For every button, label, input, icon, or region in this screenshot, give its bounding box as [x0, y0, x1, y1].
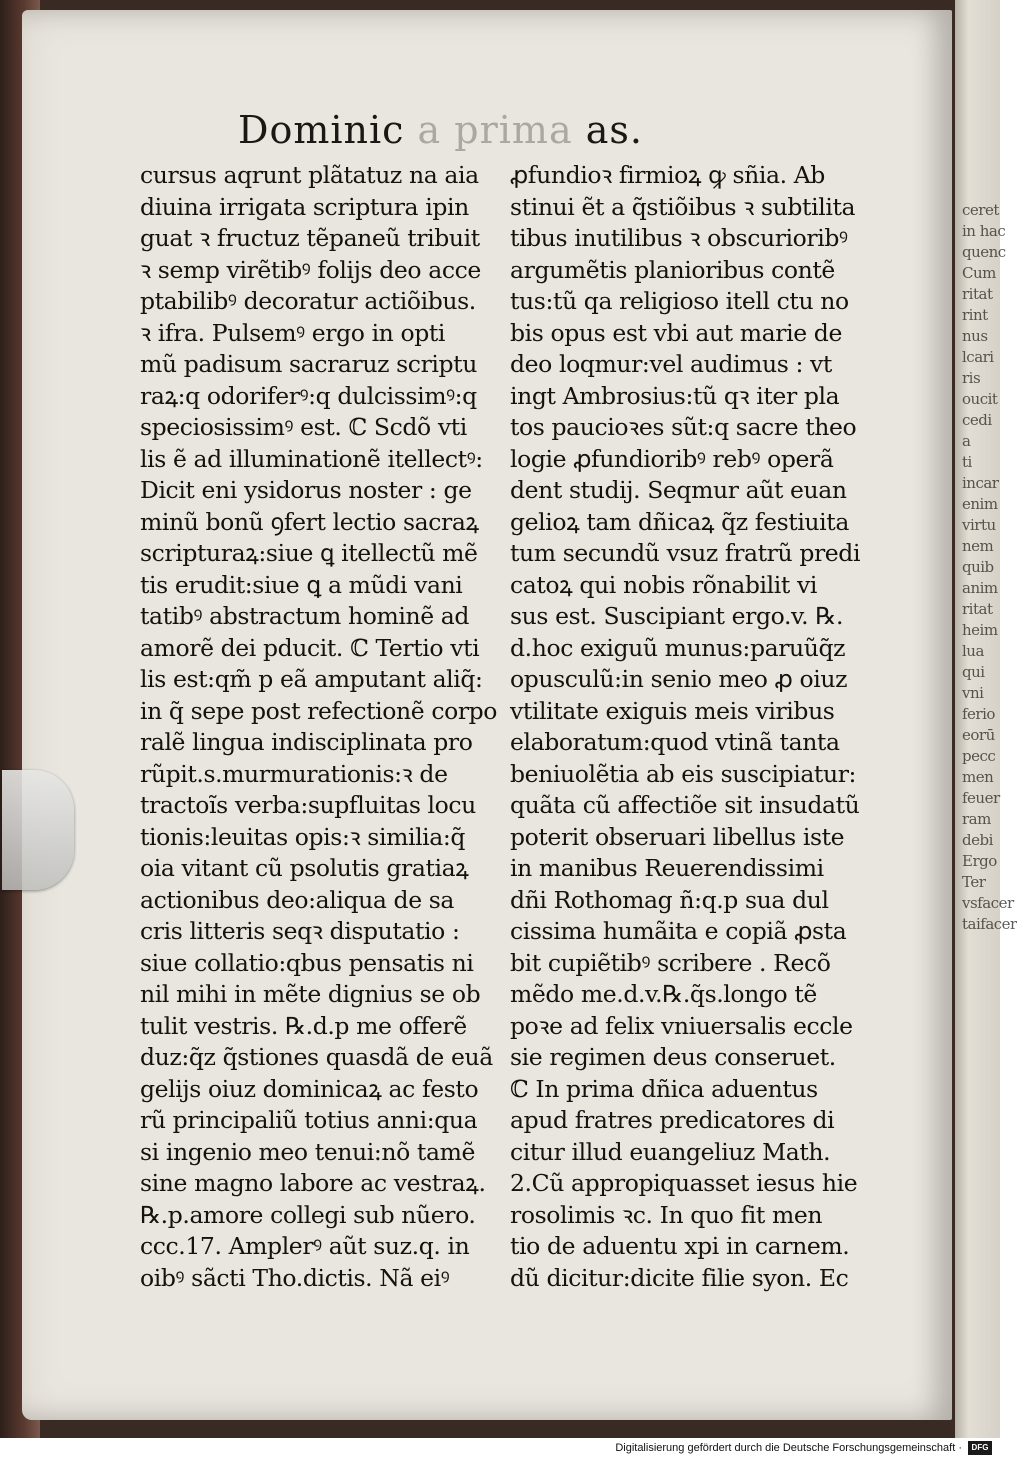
text-line: gelijs oiuz dominicaꝝ ac festo [140, 1074, 479, 1103]
text-line: tulit vestris. ℞.d.p me offerẽ [140, 1011, 467, 1040]
text-line: Dicit eni ysidorus noster : ge [140, 476, 472, 504]
text-line: rosolimis ꝛc. In quo fit men [510, 1200, 823, 1229]
text-line: ℂ In prima dñica aduentus [510, 1074, 818, 1103]
text-line: duz:q̃z q̃stiones quasdã de euã [140, 1043, 493, 1071]
facing-page-line: feuer [962, 789, 1000, 807]
facing-page-line: eorū [962, 726, 995, 744]
facing-page-line: debi [962, 831, 993, 849]
text-line: d.hoc exiguũ munus:paruũq̃z [510, 633, 846, 662]
facing-page-line: quenc [962, 243, 1006, 261]
facing-page-line: ti [962, 453, 972, 471]
facing-page-line: incar [962, 474, 999, 492]
dfg-logo: DFG [968, 1441, 992, 1455]
facing-page-line: in hac [962, 222, 1006, 240]
facing-page-line: vni [962, 684, 984, 702]
facing-page-line: Ter [962, 873, 986, 891]
text-line: guat ꝛ fructuz tẽpaneũ tribuit [140, 224, 480, 252]
text-line: tus:tũ qa religioso itell ctu no [510, 287, 849, 315]
text-line: diuina irrigata scriptura ipin [140, 192, 469, 221]
text-line: sine magno labore ac vestraꝝ. [140, 1169, 486, 1197]
facing-page-line: heim [962, 621, 998, 639]
text-line: sus est. Suscipiant ergo.v. ℞. [510, 602, 844, 630]
text-line: nil mihi in mẽte dignius se ob [140, 980, 481, 1008]
page-holder-clip [2, 770, 74, 890]
text-line: ingt Ambrosius:tũ qꝛ iter pla [510, 381, 840, 410]
facing-page-line: ram [962, 810, 991, 828]
text-line: ꝓfundioꝛ firmioꝝ ꝙ sñia. Ab [510, 161, 825, 189]
text-line: scripturaꝝ:siue ꝗ itellectũ mẽ [140, 539, 478, 567]
text-column-left [140, 160, 502, 1294]
text-line: amorẽ dei pducit. ℂ Tertio vti [140, 633, 480, 662]
facing-page-line: lua [962, 642, 984, 660]
text-line: in q̃ sepe post refectionẽ corpo [140, 696, 498, 725]
text-line: tis erudit:siue ꝗ a mũdi vani [140, 570, 463, 599]
text-line: apud fratres predicatores di [510, 1106, 835, 1134]
facing-page-line: ritat [962, 285, 993, 303]
text-line: dũ dicitur:dicite filie syon. Ec [510, 1263, 849, 1292]
text-line: ꝛ ifra. Pulsemꝰ ergo in opti [140, 318, 446, 347]
text-line: tos paucioꝛes sũt:q sacre theo [510, 413, 857, 441]
facing-page-line: vsfacer [962, 894, 1014, 912]
text-column-right [510, 160, 870, 1294]
text-line: dñi Rothomag ñ:q.p sua dul [510, 885, 829, 914]
facing-page-line: a [962, 432, 971, 450]
facing-page-line: virtu [962, 516, 996, 534]
text-line: poterit obseruari libellus iste [510, 822, 845, 851]
facing-page-line: oucit [962, 390, 998, 408]
facing-page-line: ferio [962, 705, 995, 723]
text-line: lis ẽ ad illuminationẽ itellectꝰ: [140, 444, 483, 473]
facing-page-line: quib [962, 558, 994, 576]
header-title-faded: a prima [417, 108, 573, 152]
text-line: tio de aduentu xpi in carnem. [510, 1232, 850, 1260]
facing-page-line: men [962, 768, 994, 786]
facing-page-line: nus [962, 327, 988, 345]
text-line: in manibus Reuerendissimi [510, 854, 824, 882]
text-line: ℞.p.amore collegi sub nũero. [140, 1200, 476, 1229]
text-line: dent studij. Seqmur aũt euan [510, 476, 847, 504]
text-line: si ingenio meo tenui:nõ tamẽ [140, 1137, 475, 1166]
text-line: deo loqmur:vel audimus : vt [510, 350, 832, 378]
text-line: speciosissimꝰ est. ℂ Scdõ vti [140, 413, 467, 441]
facing-page-line: cedi [962, 411, 992, 429]
facing-page-text [962, 200, 1017, 935]
text-line: minũ bonũ ꝯfert lectio sacraꝝ [140, 507, 479, 536]
header-title-end: as. [585, 108, 643, 152]
facing-page-line: ritat [962, 600, 993, 618]
text-line: tibus inutilibus ꝛ obscurioribꝰ [510, 224, 848, 252]
text-line: opusculũ:in senio meo ꝓ oiuz [510, 665, 848, 693]
text-line: 2.Cũ appropiquasset iesus hie [510, 1169, 858, 1197]
text-line: tatibꝰ abstractum hominẽ ad [140, 602, 470, 630]
text-line: logie ꝓfundioribꝰ rebꝰ operã [510, 444, 834, 473]
facing-page-line: nem [962, 537, 994, 555]
text-line: oibꝰ sãcti Tho.dictis. Nã eiꝰ [140, 1263, 450, 1292]
text-line: beniuolẽtia ab eis suscipiatur: [510, 759, 857, 788]
text-line: elaboratum:quod vtinã tanta [510, 728, 840, 756]
facing-page-line: Cum [962, 264, 996, 282]
text-line: stinui ẽt a q̃stiõibus ꝛ subtilita [510, 192, 856, 221]
text-line: lis est:qm̃ p eã amputant aliq̃: [140, 665, 483, 693]
text-line: cissima humãita e copiã ꝓsta [510, 917, 847, 945]
text-line: ralẽ lingua indisciplinata pro [140, 728, 473, 756]
text-line: catoꝝ qui nobis rõnabilit vi [510, 570, 817, 599]
funding-credit: Digitalisierung gefördert durch die Deutsche Forschungsgemeinschaft · [615, 1442, 962, 1454]
text-line: mẽdo me.d.v.℞.q̃s.longo tẽ [510, 980, 817, 1008]
header-title-visible: Dominic [238, 108, 405, 152]
text-line: tionis:leuitas opis:ꝛ similia:q̃ [140, 822, 466, 851]
text-line: citur illud euangeliuz Math. [510, 1137, 831, 1166]
text-line: rũ principaliũ totius anni:qua [140, 1106, 478, 1134]
text-line: tum secundũ vsuz fratrũ predi [510, 539, 861, 567]
text-line: gelioꝝ tam dñicaꝝ q̃z festiuita [510, 507, 849, 536]
text-line: argumẽtis planioribus contẽ [510, 255, 835, 284]
facing-page-line: pecc [962, 747, 996, 765]
facing-page-line: taifacer [962, 915, 1017, 933]
text-line: cris litteris seqꝛ disputatio : [140, 917, 460, 945]
text-line: cursus aqrunt plãtatuz na aia [140, 161, 479, 189]
text-line: oia vitant cũ psolutis gratiaꝝ [140, 854, 469, 882]
facing-page-line: ceret [962, 201, 999, 219]
facing-page-line: anim [962, 579, 998, 597]
text-line: rũpit.s.murmurationis:ꝛ de [140, 759, 448, 788]
text-line: vtilitate exiguis meis viribus [510, 696, 835, 725]
running-header [238, 108, 643, 152]
text-line: actionibus deo:aliqua de sa [140, 885, 455, 914]
text-line: ccc.17. Amplerꝰ aũt suz.q. in [140, 1232, 470, 1260]
footer-bar [0, 1438, 1000, 1461]
text-line: mũ padisum sacraruz scriptu [140, 350, 477, 378]
facing-page-line: Ergo [962, 852, 997, 870]
text-line: ꝛ semp virẽtibꝰ folijs deo acce [140, 255, 481, 284]
text-line: ptabilibꝰ decoratur actiõibus. [140, 287, 476, 315]
facing-page-line: ris [962, 369, 981, 387]
text-line: bis opus est vbi aut marie de [510, 318, 842, 347]
facing-page-line: rint [962, 306, 988, 324]
text-line: tractoĩs verba:supfluitas locu [140, 791, 476, 819]
facing-page-line: qui [962, 663, 985, 681]
text-line: siue collatio:qbus pensatis ni [140, 948, 474, 977]
text-line: sie regimen deus conseruet. [510, 1043, 836, 1071]
text-line: raꝝ:q odoriferꝰ:q dulcissimꝰ:q [140, 381, 477, 410]
facing-page-line: lcari [962, 348, 994, 366]
facing-page-line: enim [962, 495, 998, 513]
text-line: poꝛe ad felix vniuersalis eccle [510, 1011, 853, 1040]
text-line: quãta cũ affectiõe sit insudatũ [510, 791, 860, 819]
text-line: bit cupiẽtibꝰ scribere . Recõ [510, 948, 831, 977]
